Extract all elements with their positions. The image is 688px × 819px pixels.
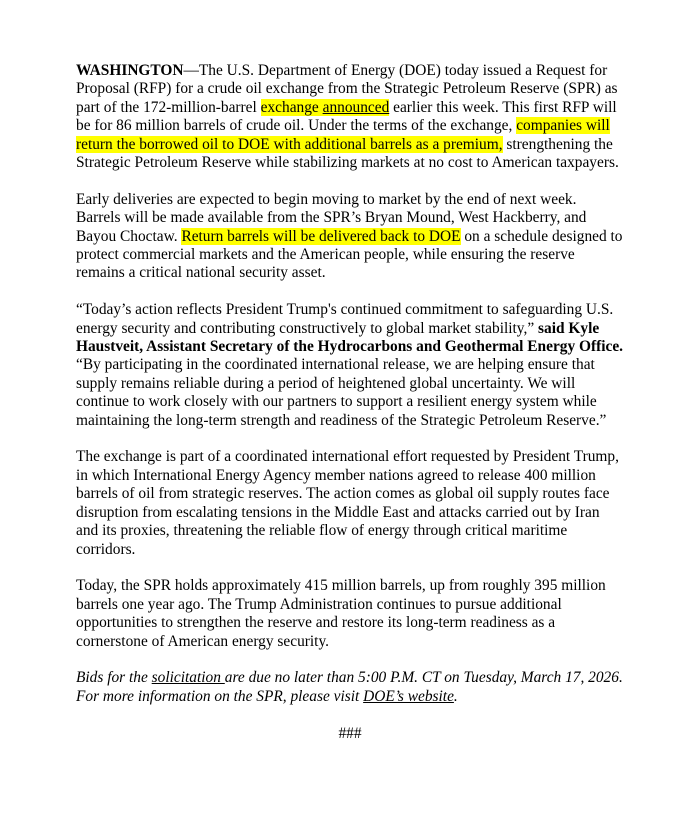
paragraph-iea: The exchange is part of a coordinated international effort requested by President Trump, in which International Energy Agency member nations agreed to release 400 million barrels of oil from strategic reserves. The action comes as global oil supply routes face disruption from escalating tensions in the Middle East and attacks carried out by Iran and its proxies, threatening the reliable flow of energy through critical maritime corridors. (76, 448, 619, 558)
highlight-premium: companies will return the borrowed oil to DOE with additional barrels as a premium, (76, 117, 610, 153)
end-mark: ### (338, 724, 362, 742)
highlight-exchange: exchange (260, 98, 323, 116)
announced-link[interactable]: announced (322, 98, 390, 116)
speaker-attribution: said Kyle Haustveit, Assistant Secretary of the Hydrocarbons and Geothermal Energy Office. (76, 319, 624, 356)
paragraph-spr-holdings: Today, the SPR holds approximately 415 million barrels, up from roughly 395 million barrels one year ago. The Trump Administration continues to pursue additional opportunities to strengthen the reserve and restore its long-term readiness as a cornerstone of American energy security. (76, 577, 606, 650)
press-release (76, 62, 624, 743)
highlight-return-barrels: Return barrels will be delivered back to DOE (181, 227, 461, 245)
dateline: WASHINGTON (76, 62, 184, 79)
paragraph-deliveries: Early deliveries are expected to begin moving to market by the end of next week. Barrels will be made available from the SPR’s Bryan Mound, West Hackberry, and Bayou Choctaw. Return barrels will be delivered back to DOE on a schedule designed to protect commercial markets and the American people, while ensuring the reserve remains a critical national security asset. (76, 190, 623, 282)
paragraph-quote: “Today’s action reflects President Trump's continued commitment to safeguarding U.S. energy security and contributing constructively to global market stability,” said Kyle Haustveit, Assistant Secretary of the Hydrocarbons and Geothermal Energy Office. “By participating in the coordinated international release, we are helping ensure that supply remains reliable during a period of heightened global uncertainty. We will continue to work closely with our partners to support a resilient energy system while maintaining the long-term strength and readiness of the Strategic Petroleum Reserve.” (76, 301, 624, 429)
solicitation-link[interactable]: solicitation (151, 669, 225, 687)
paragraph-bids: Bids for the solicitation are due no later than 5:00 P.M. CT on Tuesday, March 17, 2026. For more information on the SPR, please visit DOE’s website. (76, 669, 623, 705)
paragraph-intro: WASHINGTON—The U.S. Department of Energy (DOE) today issued a Request for Proposal (RFP) for a crude oil exchange from the Strategic Petroleum Reserve (SPR) as part of the 172-million-barrel exchange announced earlier this week. This first RFP will be for 86 million barrels of crude oil. Under the terms of the exchange, companies will return the borrowed oil to DOE with additional barrels as a premium, strengthening the Strategic Petroleum Reserve while stabilizing markets at no cost to American taxpayers. (76, 62, 619, 172)
doe-website-link[interactable]: DOE’s website (363, 687, 454, 705)
